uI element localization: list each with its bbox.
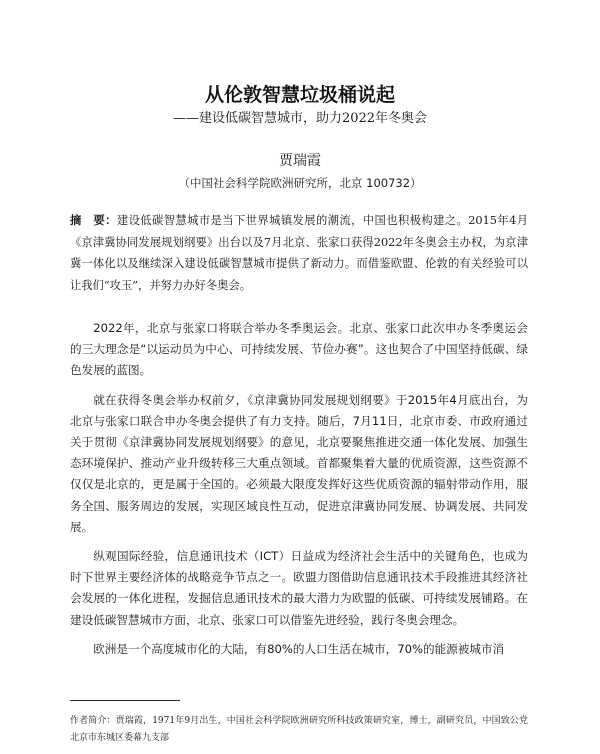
abstract <box>70 210 528 296</box>
author-name: 贾瑞霞 <box>279 153 321 169</box>
paper-title: 从伦敦智慧垃圾桶说起 <box>204 84 395 106</box>
abstract-text: 建设低碳智慧城市是当下世界城镇发展的潮流，中国也积极构建之。2015年4月《京津冀协同发展规划纲要》出台以及7月北京、张家口获得2022年冬奥会主办权，为京津冀一体化以及继续深入建设低碳智慧城市提供了新动力。而借鉴欧盟、伦敦的有关经验可以让我们“攻玉”，并努力办好冬奥会。 <box>70 214 528 292</box>
body-text <box>70 318 528 668</box>
abstract-label: 摘 要： <box>70 213 117 227</box>
body-paragraph: 纵观国际经验，信息通讯技术（ICT）日益成为经济社会生活中的关键角色，也成为时下世界主要经济体的战略竞争节点之一。欧盟力图借助信息通讯技术手段推进其经济社会发展的一体化进程，发掘信息通讯技术的最大潜力为欧盟的低碳、可持续发展铺路。在建设低碳智慧城市方面，北京、张家口可以借鉴先进经验，践行冬奥会理念。 <box>70 549 528 627</box>
body-paragraph: 2022年，北京与张家口将联合举办冬季奥运会。北京、张家口此次申办冬季奥运会的三大理念是“以运动员为中心、可持续发展、节俭办赛”。这也契合了中国坚持低碳、绿色发展的蓝图。 <box>70 321 528 378</box>
author-affiliation: （中国社会科学院欧洲研究所，北京 100732） <box>178 176 422 190</box>
paper-subtitle: ——建设低碳智慧城市，助力2022年冬奥会 <box>172 111 428 126</box>
footnote-divider <box>70 700 180 701</box>
body-paragraph: 就在获得冬奥会举办权前夕，《京津冀协同发展规划纲要》于2015年4月底出台，为北京与张家口联合申办冬奥会提供了有力支持。随后，7月11日，北京市委、市政府通过关于贯彻《京津冀协同发展规划纲要》的意见，北京要聚焦推进交通一体化发展、加强生态环境保护、推动产业升级转移三大重点领域。首都聚集着大量的优质资源，这些资源不仅仅是北京的，更是属于全国的。必须最大限度发挥好这些优质资源的辐射带动作用，服务全国、服务周边的发展，实现区域良性互动，促进京津冀协同发展、协调发展、共同发展。 <box>70 392 528 534</box>
body-paragraph: 欧洲是一个高度城市化的大陆，有80%的人口生活在城市，70%的能源被城市消 <box>93 641 505 656</box>
author-footnote: 作者简介：贾瑞霞，1971年9月出生，中国社会科学院欧洲研究所科技政策研究室，博士，副研究员，中国致公党北京市东城区委幕九支部 <box>70 716 528 743</box>
